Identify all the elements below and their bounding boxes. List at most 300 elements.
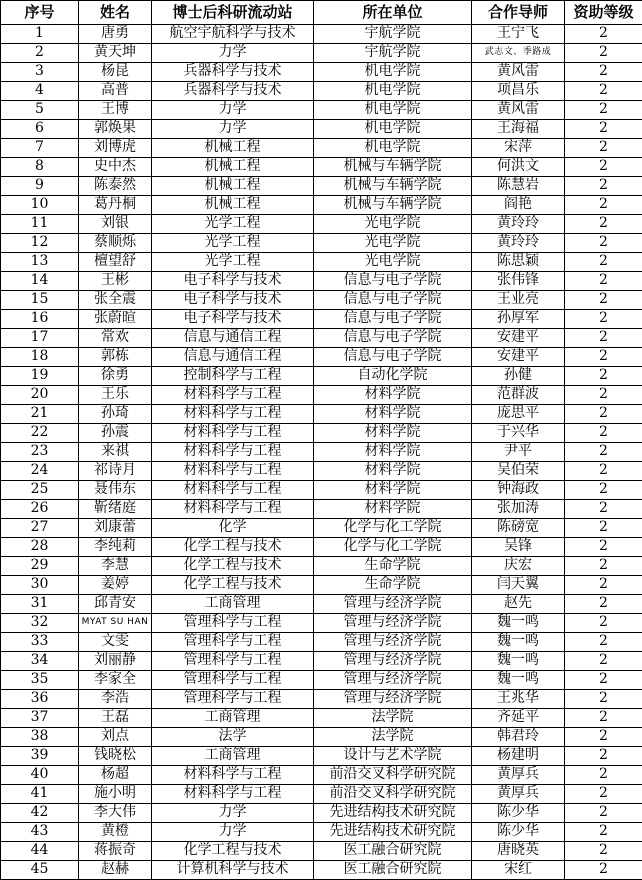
table-row	[1, 690, 642, 709]
cell-index: 7	[1, 139, 79, 158]
table-row	[1, 709, 642, 728]
col-header-name: 姓名	[79, 1, 152, 25]
header-row	[1, 1, 642, 25]
cell-grade: 2	[565, 291, 642, 310]
table-row	[1, 785, 642, 804]
cell-index: 34	[1, 652, 79, 671]
cell-index: 21	[1, 405, 79, 424]
cell-index: 9	[1, 177, 79, 196]
cell-advisor: 魏一鸣	[472, 652, 565, 671]
cell-name: 高普	[79, 82, 152, 101]
cell-advisor: 齐延平	[472, 709, 565, 728]
cell-unit: 光电学院	[314, 234, 472, 253]
cell-station: 力学	[152, 804, 314, 823]
cell-unit: 材料学院	[314, 481, 472, 500]
cell-unit: 法学院	[314, 709, 472, 728]
cell-name: 刘康蕾	[79, 519, 152, 538]
cell-grade: 2	[565, 709, 642, 728]
cell-name: 杨超	[79, 766, 152, 785]
cell-advisor: 孙厚军	[472, 310, 565, 329]
table-row	[1, 196, 642, 215]
cell-advisor: 庞思平	[472, 405, 565, 424]
cell-grade: 2	[565, 424, 642, 443]
cell-index: 42	[1, 804, 79, 823]
cell-unit: 生命学院	[314, 576, 472, 595]
cell-unit: 前沿交叉科学研究院	[314, 766, 472, 785]
table-row	[1, 576, 642, 595]
cell-name: 黄橙	[79, 823, 152, 842]
cell-index: 10	[1, 196, 79, 215]
cell-index: 41	[1, 785, 79, 804]
cell-grade: 2	[565, 785, 642, 804]
table-row	[1, 177, 642, 196]
cell-index: 16	[1, 310, 79, 329]
cell-grade: 2	[565, 215, 642, 234]
cell-name: 邱青安	[79, 595, 152, 614]
cell-station: 工商管理	[152, 747, 314, 766]
table-row	[1, 747, 642, 766]
cell-unit: 先进结构技术研究院	[314, 823, 472, 842]
cell-unit: 材料学院	[314, 500, 472, 519]
cell-index: 36	[1, 690, 79, 709]
cell-unit: 管理与经济学院	[314, 595, 472, 614]
cell-station: 材料科学与工程	[152, 443, 314, 462]
table-row	[1, 595, 642, 614]
cell-advisor: 魏一鸣	[472, 633, 565, 652]
col-header-advisor: 合作导师	[472, 1, 565, 25]
cell-station: 电子科学与技术	[152, 291, 314, 310]
table-row	[1, 766, 642, 785]
cell-grade: 2	[565, 367, 642, 386]
cell-advisor: 尹平	[472, 443, 565, 462]
cell-index: 27	[1, 519, 79, 538]
cell-grade: 2	[565, 842, 642, 861]
cell-name: 来祺	[79, 443, 152, 462]
cell-grade: 2	[565, 253, 642, 272]
cell-advisor: 黄玲玲	[472, 234, 565, 253]
cell-unit: 材料学院	[314, 424, 472, 443]
cell-station: 光学工程	[152, 234, 314, 253]
cell-name: 钱晓松	[79, 747, 152, 766]
cell-station: 电子科学与技术	[152, 272, 314, 291]
cell-station: 化学工程与技术	[152, 576, 314, 595]
cell-advisor: 钟海政	[472, 481, 565, 500]
cell-advisor: 魏一鸣	[472, 671, 565, 690]
cell-name: 唐勇	[79, 25, 152, 44]
cell-name: 祁诗月	[79, 462, 152, 481]
cell-grade: 2	[565, 614, 642, 633]
table-row	[1, 234, 642, 253]
cell-unit: 设计与艺术学院	[314, 747, 472, 766]
table-row	[1, 291, 642, 310]
cell-unit: 材料学院	[314, 462, 472, 481]
cell-station: 管理科学与工程	[152, 652, 314, 671]
cell-station: 材料科学与工程	[152, 785, 314, 804]
cell-advisor: 赵先	[472, 595, 565, 614]
cell-index: 20	[1, 386, 79, 405]
cell-station: 力学	[152, 823, 314, 842]
cell-index: 29	[1, 557, 79, 576]
cell-advisor: 陈少华	[472, 823, 565, 842]
cell-advisor: 陈思颖	[472, 253, 565, 272]
cell-grade: 2	[565, 348, 642, 367]
cell-advisor: 陈少华	[472, 804, 565, 823]
table-row	[1, 728, 642, 747]
table-row	[1, 158, 642, 177]
cell-advisor: 孙健	[472, 367, 565, 386]
cell-grade: 2	[565, 196, 642, 215]
cell-station: 力学	[152, 44, 314, 63]
cell-index: 6	[1, 120, 79, 139]
cell-advisor: 王宁飞	[472, 25, 565, 44]
cell-grade: 2	[565, 823, 642, 842]
cell-grade: 2	[565, 177, 642, 196]
cell-name: 王博	[79, 101, 152, 120]
cell-unit: 管理与经济学院	[314, 633, 472, 652]
cell-grade: 2	[565, 63, 642, 82]
cell-index: 37	[1, 709, 79, 728]
cell-advisor: 张伟锋	[472, 272, 565, 291]
cell-grade: 2	[565, 82, 642, 101]
cell-index: 25	[1, 481, 79, 500]
table-body	[1, 25, 642, 880]
table-row	[1, 44, 642, 63]
cell-name: 姜婷	[79, 576, 152, 595]
cell-unit: 光电学院	[314, 215, 472, 234]
cell-unit: 机电学院	[314, 101, 472, 120]
table-row	[1, 500, 642, 519]
table-row	[1, 633, 642, 652]
cell-advisor: 陈慧岩	[472, 177, 565, 196]
cell-index: 2	[1, 44, 79, 63]
cell-advisor: 阎艳	[472, 196, 565, 215]
cell-advisor: 宋红	[472, 861, 565, 880]
cell-unit: 管理与经济学院	[314, 652, 472, 671]
cell-advisor: 黄玲玲	[472, 215, 565, 234]
cell-unit: 材料学院	[314, 443, 472, 462]
cell-station: 光学工程	[152, 253, 314, 272]
cell-advisor: 韩君玲	[472, 728, 565, 747]
cell-unit: 信息与电子学院	[314, 310, 472, 329]
cell-unit: 先进结构技术研究院	[314, 804, 472, 823]
cell-grade: 2	[565, 443, 642, 462]
cell-station: 材料科学与工程	[152, 500, 314, 519]
cell-name: 杨昆	[79, 63, 152, 82]
cell-grade: 2	[565, 101, 642, 120]
cell-unit: 化学与化工学院	[314, 519, 472, 538]
cell-advisor: 张加涛	[472, 500, 565, 519]
table-row	[1, 462, 642, 481]
cell-unit: 机电学院	[314, 120, 472, 139]
cell-index: 5	[1, 101, 79, 120]
cell-index: 12	[1, 234, 79, 253]
cell-station: 机械工程	[152, 177, 314, 196]
cell-index: 39	[1, 747, 79, 766]
cell-name: 李大伟	[79, 804, 152, 823]
cell-station: 光学工程	[152, 215, 314, 234]
cell-advisor: 杨建明	[472, 747, 565, 766]
cell-index: 40	[1, 766, 79, 785]
cell-station: 工商管理	[152, 709, 314, 728]
cell-index: 28	[1, 538, 79, 557]
table-row	[1, 652, 642, 671]
cell-name: 郭栋	[79, 348, 152, 367]
cell-index: 26	[1, 500, 79, 519]
table-row	[1, 348, 642, 367]
cell-advisor: 黄风雷	[472, 63, 565, 82]
cell-name: 檀望舒	[79, 253, 152, 272]
cell-station: 机械工程	[152, 139, 314, 158]
cell-station: 计算机科学与技术	[152, 861, 314, 880]
cell-unit: 化学与化工学院	[314, 538, 472, 557]
cell-grade: 2	[565, 310, 642, 329]
cell-station: 信息与通信工程	[152, 329, 314, 348]
cell-grade: 2	[565, 671, 642, 690]
table-row	[1, 405, 642, 424]
cell-name: 李纯莉	[79, 538, 152, 557]
cell-station: 机械工程	[152, 196, 314, 215]
cell-unit: 宇航学院	[314, 44, 472, 63]
cell-name: 刘点	[79, 728, 152, 747]
table-row	[1, 120, 642, 139]
cell-station: 信息与通信工程	[152, 348, 314, 367]
cell-grade: 2	[565, 272, 642, 291]
table-row	[1, 481, 642, 500]
cell-station: 管理科学与工程	[152, 614, 314, 633]
cell-name: 张全震	[79, 291, 152, 310]
cell-unit: 机电学院	[314, 139, 472, 158]
cell-unit: 前沿交叉科学研究院	[314, 785, 472, 804]
cell-grade: 2	[565, 728, 642, 747]
cell-unit: 医工融合研究院	[314, 861, 472, 880]
cell-name: MYAT SU HAN	[79, 614, 152, 633]
cell-index: 18	[1, 348, 79, 367]
cell-grade: 2	[565, 329, 642, 348]
cell-advisor: 项昌乐	[472, 82, 565, 101]
cell-name: 黄天坤	[79, 44, 152, 63]
cell-advisor: 安建平	[472, 329, 565, 348]
cell-grade: 2	[565, 44, 642, 63]
cell-station: 材料科学与工程	[152, 766, 314, 785]
cell-advisor: 黄风雷	[472, 101, 565, 120]
cell-unit: 信息与电子学院	[314, 348, 472, 367]
cell-unit: 自动化学院	[314, 367, 472, 386]
table-row	[1, 139, 642, 158]
cell-station: 化学工程与技术	[152, 557, 314, 576]
cell-grade: 2	[565, 158, 642, 177]
cell-name: 蔡顺烁	[79, 234, 152, 253]
cell-name: 孙震	[79, 424, 152, 443]
cell-grade: 2	[565, 652, 642, 671]
cell-grade: 2	[565, 576, 642, 595]
cell-station: 机械工程	[152, 158, 314, 177]
cell-name: 文雯	[79, 633, 152, 652]
cell-unit: 机电学院	[314, 63, 472, 82]
cell-name: 刘丽静	[79, 652, 152, 671]
cell-unit: 信息与电子学院	[314, 272, 472, 291]
cell-advisor: 陈磅宽	[472, 519, 565, 538]
cell-station: 管理科学与工程	[152, 690, 314, 709]
cell-advisor: 黄厚兵	[472, 785, 565, 804]
col-header-station: 博士后科研流动站	[152, 1, 314, 25]
table-row	[1, 253, 642, 272]
cell-unit: 光电学院	[314, 253, 472, 272]
cell-station: 化学工程与技术	[152, 842, 314, 861]
cell-index: 3	[1, 63, 79, 82]
cell-advisor: 宋萍	[472, 139, 565, 158]
cell-index: 1	[1, 25, 79, 44]
cell-name: 王乐	[79, 386, 152, 405]
table-row	[1, 25, 642, 44]
cell-advisor: 何洪文	[472, 158, 565, 177]
cell-name: 聂伟东	[79, 481, 152, 500]
cell-grade: 2	[565, 120, 642, 139]
cell-name: 赵赫	[79, 861, 152, 880]
cell-index: 31	[1, 595, 79, 614]
cell-station: 工商管理	[152, 595, 314, 614]
cell-name: 蒋振奇	[79, 842, 152, 861]
cell-station: 材料科学与工程	[152, 386, 314, 405]
cell-name: 靳绪庭	[79, 500, 152, 519]
cell-advisor: 王海福	[472, 120, 565, 139]
cell-unit: 医工融合研究院	[314, 842, 472, 861]
cell-name: 葛丹桐	[79, 196, 152, 215]
cell-grade: 2	[565, 538, 642, 557]
cell-unit: 信息与电子学院	[314, 329, 472, 348]
cell-grade: 2	[565, 747, 642, 766]
cell-grade: 2	[565, 633, 642, 652]
table-row	[1, 614, 642, 633]
cell-index: 14	[1, 272, 79, 291]
cell-index: 22	[1, 424, 79, 443]
cell-grade: 2	[565, 595, 642, 614]
cell-station: 材料科学与工程	[152, 405, 314, 424]
cell-station: 材料科学与工程	[152, 462, 314, 481]
table-row	[1, 63, 642, 82]
cell-station: 兵器科学与技术	[152, 82, 314, 101]
cell-name: 徐勇	[79, 367, 152, 386]
table-row	[1, 386, 642, 405]
cell-grade: 2	[565, 234, 642, 253]
cell-name: 常欢	[79, 329, 152, 348]
cell-index: 19	[1, 367, 79, 386]
cell-name: 刘博虎	[79, 139, 152, 158]
cell-advisor: 安建平	[472, 348, 565, 367]
cell-station: 力学	[152, 101, 314, 120]
cell-unit: 材料学院	[314, 405, 472, 424]
col-header-grade: 资助等级	[565, 1, 642, 25]
table-row	[1, 101, 642, 120]
table-row	[1, 823, 642, 842]
cell-unit: 管理与经济学院	[314, 690, 472, 709]
cell-unit: 机械与车辆学院	[314, 196, 472, 215]
cell-index: 13	[1, 253, 79, 272]
cell-unit: 机电学院	[314, 82, 472, 101]
cell-name: 李家全	[79, 671, 152, 690]
cell-advisor: 魏一鸣	[472, 614, 565, 633]
cell-name: 孙琦	[79, 405, 152, 424]
cell-station: 法学	[152, 728, 314, 747]
cell-grade: 2	[565, 766, 642, 785]
cell-name: 施小明	[79, 785, 152, 804]
table-row	[1, 424, 642, 443]
table-row	[1, 310, 642, 329]
cell-station: 兵器科学与技术	[152, 63, 314, 82]
cell-index: 38	[1, 728, 79, 747]
cell-unit: 材料学院	[314, 386, 472, 405]
col-header-index: 序号	[1, 1, 79, 25]
cell-station: 力学	[152, 120, 314, 139]
table-row	[1, 538, 642, 557]
cell-grade: 2	[565, 462, 642, 481]
cell-index: 32	[1, 614, 79, 633]
cell-index: 35	[1, 671, 79, 690]
cell-unit: 管理与经济学院	[314, 614, 472, 633]
table-row	[1, 842, 642, 861]
cell-grade: 2	[565, 861, 642, 880]
cell-station: 控制科学与工程	[152, 367, 314, 386]
col-header-unit: 所在单位	[314, 1, 472, 25]
cell-station: 管理科学与工程	[152, 633, 314, 652]
table-row	[1, 861, 642, 880]
table-row	[1, 519, 642, 538]
cell-index: 44	[1, 842, 79, 861]
cell-station: 化学	[152, 519, 314, 538]
table-row	[1, 367, 642, 386]
cell-grade: 2	[565, 481, 642, 500]
table-row	[1, 82, 642, 101]
cell-grade: 2	[565, 557, 642, 576]
cell-unit: 机械与车辆学院	[314, 177, 472, 196]
cell-grade: 2	[565, 690, 642, 709]
cell-advisor: 王兆华	[472, 690, 565, 709]
cell-unit: 机械与车辆学院	[314, 158, 472, 177]
cell-index: 30	[1, 576, 79, 595]
cell-station: 航空宇航科学与技术	[152, 25, 314, 44]
cell-grade: 2	[565, 405, 642, 424]
cell-advisor: 王业亮	[472, 291, 565, 310]
cell-name: 李浩	[79, 690, 152, 709]
cell-station: 材料科学与工程	[152, 424, 314, 443]
table-row	[1, 215, 642, 234]
cell-station: 管理科学与工程	[152, 671, 314, 690]
cell-grade: 2	[565, 519, 642, 538]
cell-unit: 管理与经济学院	[314, 671, 472, 690]
cell-name: 王磊	[79, 709, 152, 728]
cell-name: 郭焕果	[79, 120, 152, 139]
cell-index: 4	[1, 82, 79, 101]
cell-advisor: 吴伯荣	[472, 462, 565, 481]
table-row	[1, 557, 642, 576]
cell-advisor: 唐晓英	[472, 842, 565, 861]
table-row	[1, 272, 642, 291]
cell-unit: 宇航学院	[314, 25, 472, 44]
cell-advisor: 武志文、季路成	[472, 44, 565, 63]
cell-station: 材料科学与工程	[152, 481, 314, 500]
table-row	[1, 329, 642, 348]
cell-unit: 生命学院	[314, 557, 472, 576]
cell-advisor: 闫天翼	[472, 576, 565, 595]
cell-advisor: 于兴华	[472, 424, 565, 443]
cell-advisor: 范群波	[472, 386, 565, 405]
cell-name: 张蔚暄	[79, 310, 152, 329]
cell-station: 电子科学与技术	[152, 310, 314, 329]
table-row	[1, 804, 642, 823]
cell-unit: 法学院	[314, 728, 472, 747]
cell-name: 刘银	[79, 215, 152, 234]
table-row	[1, 671, 642, 690]
cell-grade: 2	[565, 386, 642, 405]
